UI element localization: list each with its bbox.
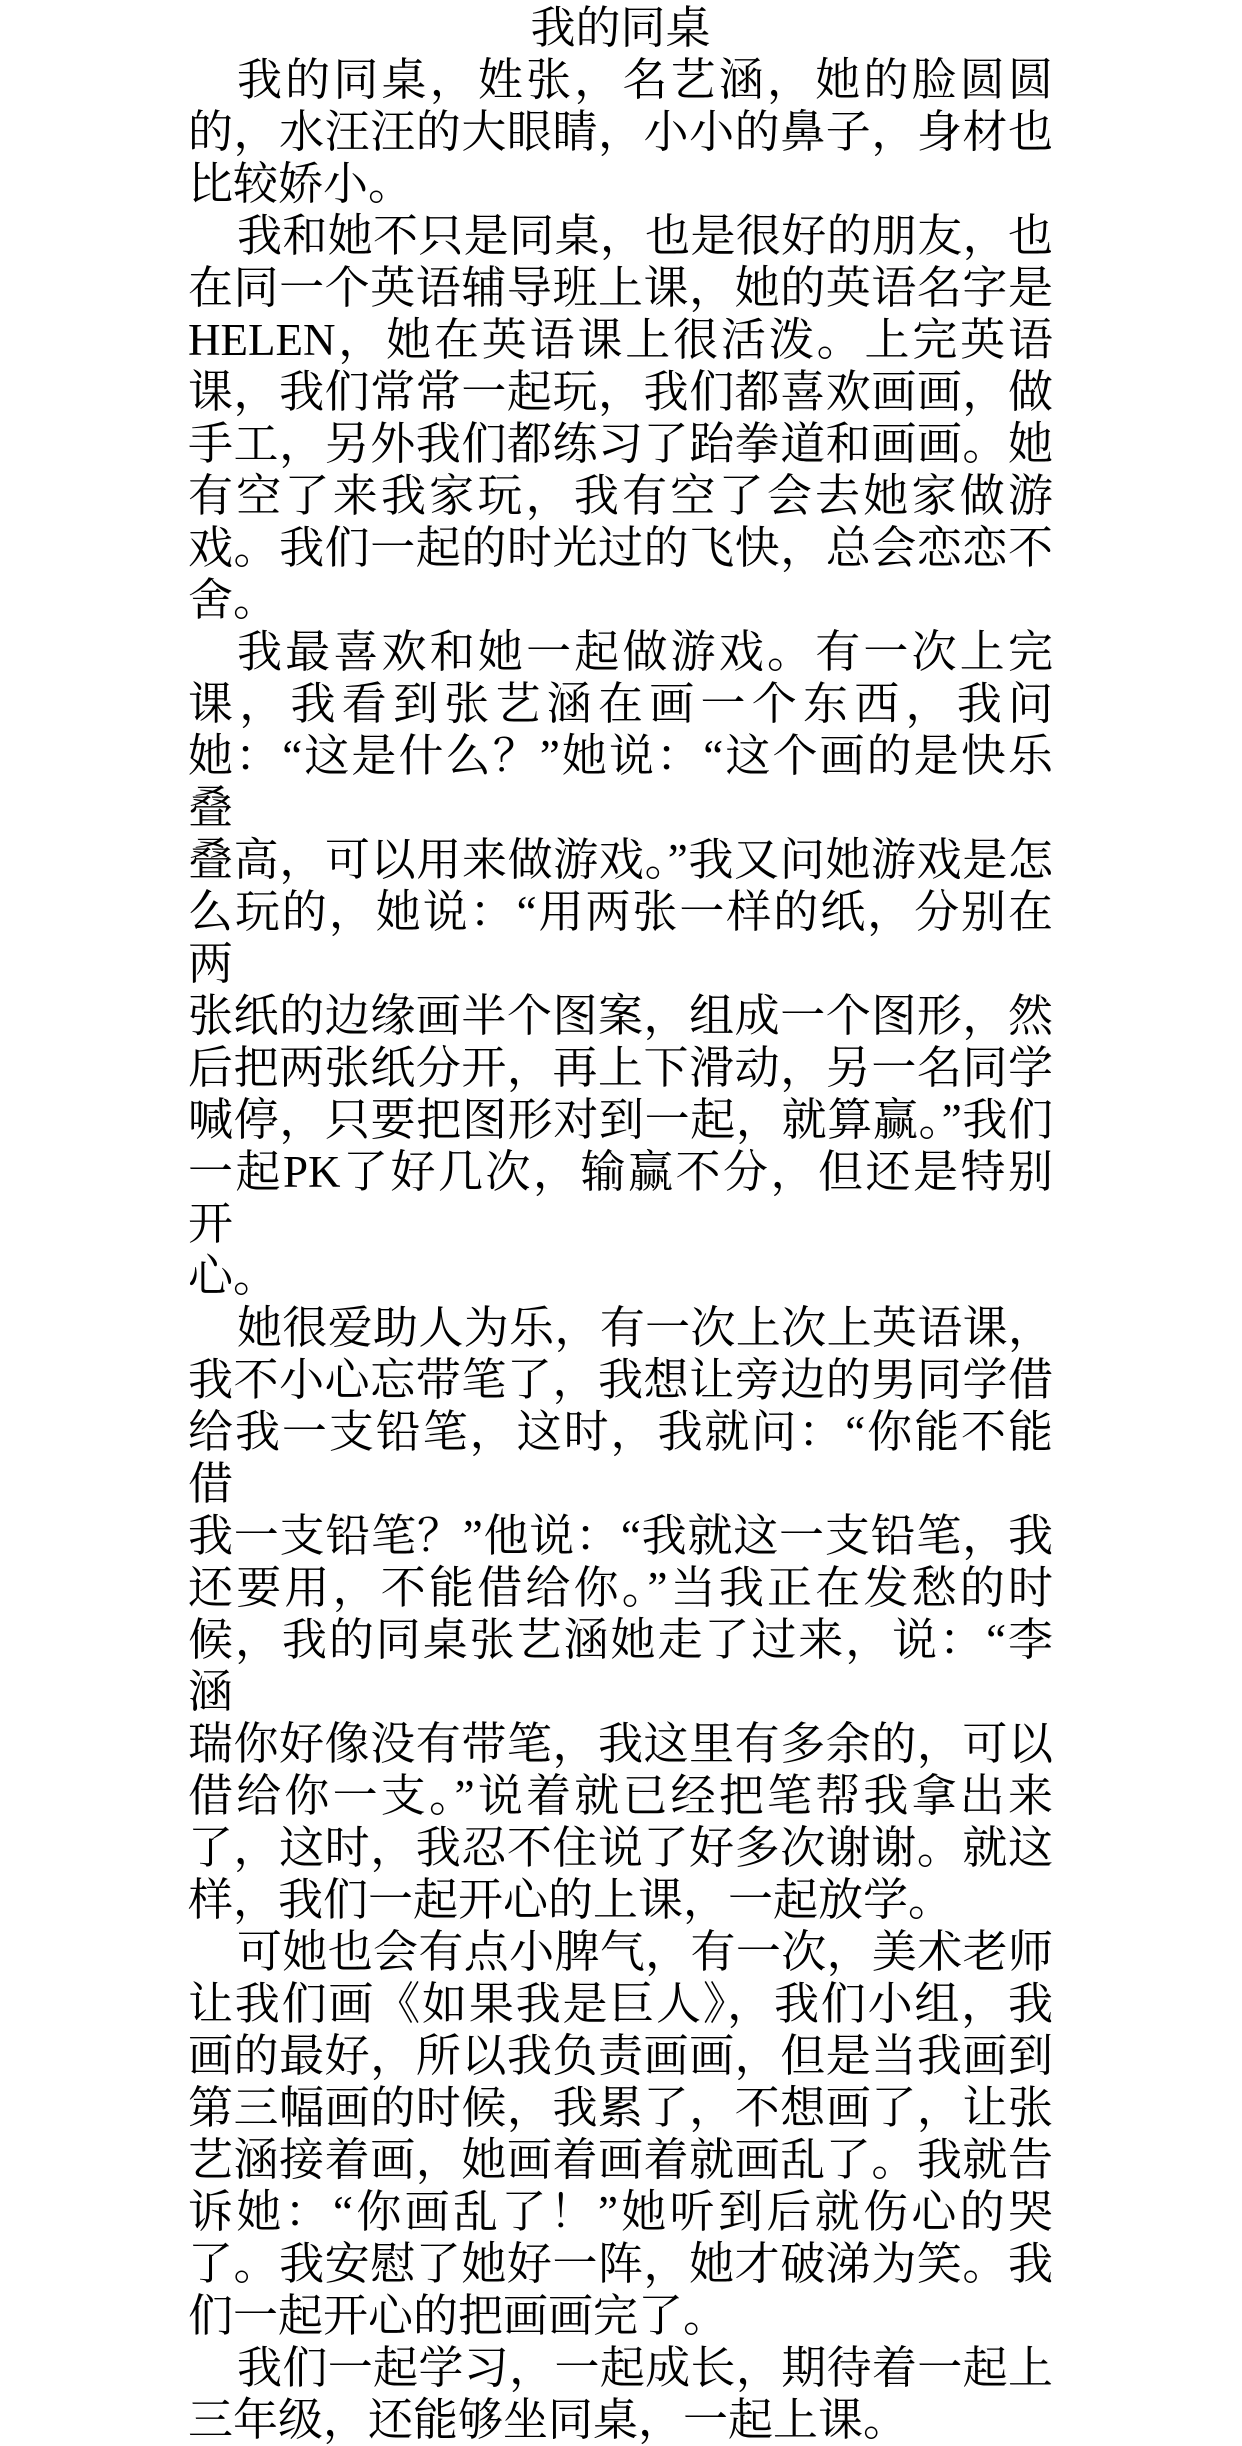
- text-line: 候，我的同桌张艺涵她走了过来，说：“李涵: [188, 1615, 1053, 1717]
- text-line: 她：“这是什么？”她说：“这个画的是快乐叠: [188, 731, 1053, 833]
- essay-title: 我的同桌: [530, 3, 711, 53]
- text-line: 我们一起学习，一起成长，期待着一起上: [237, 2343, 1053, 2393]
- text-line: 舍。: [188, 575, 279, 625]
- text-line: 画的最好，所以我负责画画，但是当我画到: [188, 2031, 1053, 2081]
- text-line: 的，水汪汪的大眼睛，小小的鼻子，身材也: [188, 107, 1053, 157]
- text-line: 可她也会有点小脾气，有一次，美术老师: [237, 1927, 1053, 1977]
- essay-body: [188, 54, 1053, 2446]
- text-line: 在同一个英语辅导班上课，她的英语名字是: [188, 263, 1053, 313]
- text-line: 课，我看到张艺涵在画一个东西，我问: [188, 679, 1053, 729]
- text-line: HELEN，她在英语课上很活泼。上完英语: [188, 315, 1053, 365]
- text-line: 还要用，不能借给你。”当我正在发愁的时: [188, 1563, 1053, 1613]
- text-line: 我最喜欢和她一起做游戏。有一次上完: [237, 627, 1053, 677]
- text-line: 心。: [188, 1251, 279, 1301]
- text-line: 让我们画《如果我是巨人》，我们小组，我: [188, 1979, 1053, 2029]
- text-line: 她很爱助人为乐，有一次上次上英语课，: [237, 1303, 1053, 1353]
- text-line: 课，我们常常一起玩，我们都喜欢画画，做: [188, 367, 1053, 417]
- text-line: 手工，另外我们都练习了跆拳道和画画。她: [188, 419, 1053, 469]
- text-line: 了，这时，我忍不住说了好多次谢谢。就这: [188, 1823, 1053, 1873]
- text-line: 样，我们一起开心的上课，一起放学。: [188, 1875, 954, 1925]
- text-line: 么玩的，她说：“用两张一样的纸，分别在两: [188, 887, 1053, 989]
- text-line: 们一起开心的把画画完了。: [188, 2291, 729, 2341]
- text-line: 借给你一支。”说着就已经把笔帮我拿出来: [188, 1771, 1053, 1821]
- text-line: 我和她不只是同桌，也是很好的朋友，也: [237, 211, 1053, 261]
- text-line: 瑞你好像没有带笔，我这里有多余的，可以: [188, 1719, 1053, 1769]
- text-line: 比较娇小。: [188, 159, 414, 209]
- text-line: 我不小心忘带笔了，我想让旁边的男同学借: [188, 1355, 1053, 1405]
- text-line: 给我一支铅笔，这时，我就问：“你能不能借: [188, 1407, 1053, 1509]
- text-line: 后把两张纸分开，再上下滑动，另一名同学: [188, 1043, 1053, 1093]
- text-line: 张纸的边缘画半个图案，组成一个图形，然: [188, 991, 1053, 1041]
- text-line: 第三幅画的时候，我累了，不想画了，让张: [188, 2083, 1053, 2133]
- text-line: 艺涵接着画，她画着画着就画乱了。我就告: [188, 2135, 1053, 2185]
- text-line: 有空了来我家玩，我有空了会去她家做游: [188, 471, 1053, 521]
- text-line: 叠高，可以用来做游戏。”我又问她游戏是怎: [188, 835, 1053, 885]
- text-line: 我一支铅笔？”他说：“我就这一支铅笔，我: [188, 1511, 1053, 1561]
- text-line: 戏。我们一起的时光过的飞快，总会恋恋不: [188, 523, 1053, 573]
- text-line: 了。我安慰了她好一阵，她才破涕为笑。我: [188, 2239, 1053, 2289]
- text-line: 喊停，只要把图形对到一起，就算赢。”我们: [188, 1095, 1053, 1145]
- text-line: 诉她：“你画乱了！”她听到后就伤心的哭: [188, 2187, 1053, 2237]
- text-line: 一起PK了好几次，输赢不分，但还是特别开: [188, 1147, 1053, 1249]
- text-line: 三年级，还能够坐同桌，一起上课。: [188, 2395, 909, 2445]
- text-line: 我的同桌，姓张，名艺涵，她的脸圆圆: [237, 55, 1053, 105]
